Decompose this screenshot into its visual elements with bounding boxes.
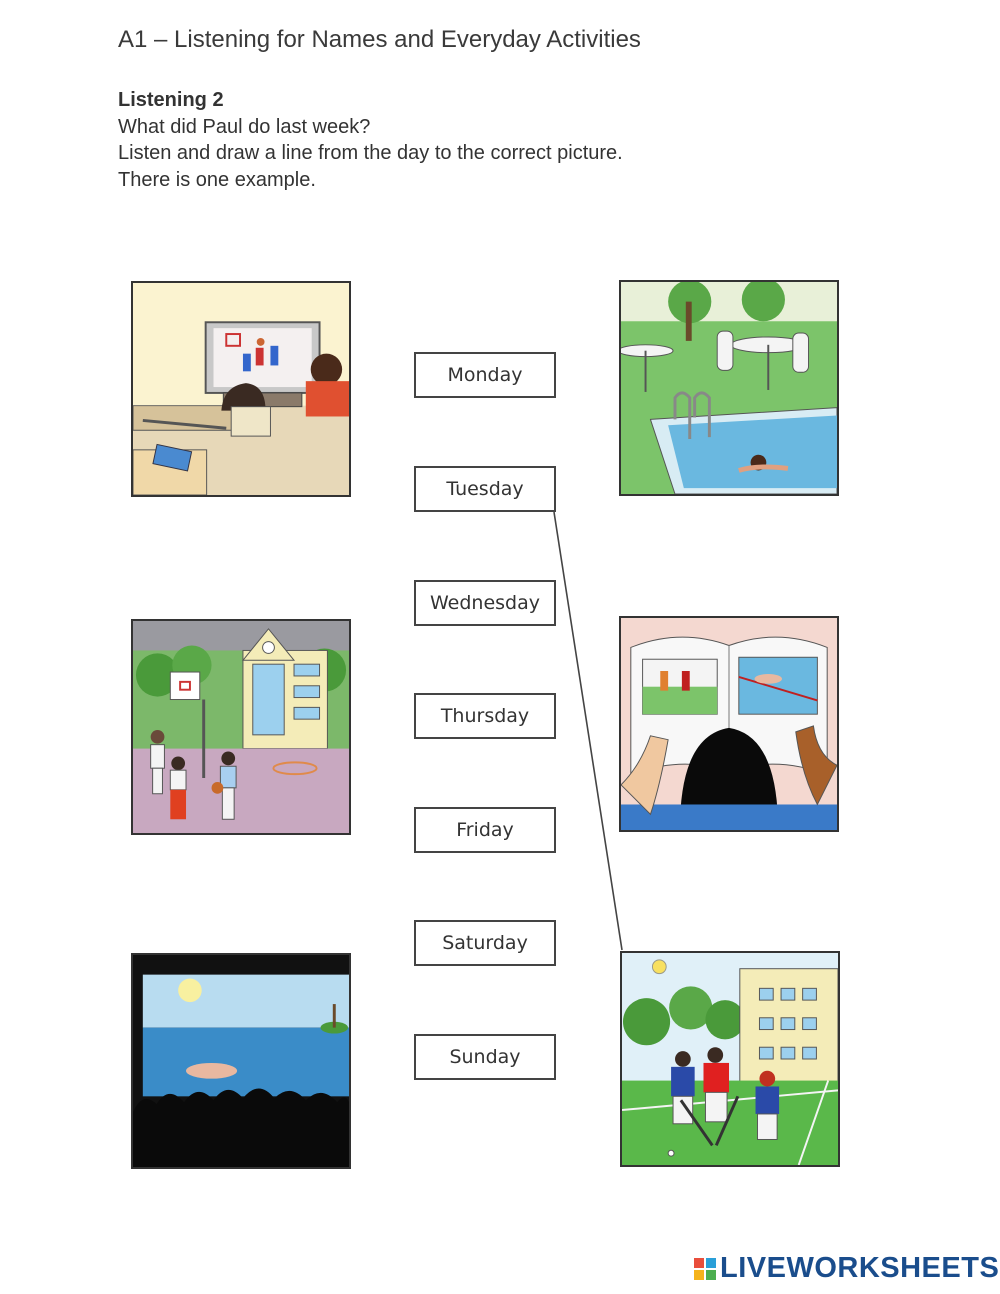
logo-square-yellow	[694, 1270, 704, 1280]
picture-hockey[interactable]	[620, 951, 840, 1167]
logo-square-red	[694, 1258, 704, 1268]
instructions-note: There is one example.	[118, 168, 316, 191]
picture-watching-tv[interactable]	[131, 281, 351, 497]
day-box-monday[interactable]: Monday	[414, 352, 556, 398]
instructions	[118, 87, 623, 193]
logo-square-blue	[706, 1258, 716, 1268]
instructions-heading: Listening 2	[118, 89, 224, 111]
logo-text: LIVEWORKSHEETS	[720, 1252, 1000, 1284]
watching-tv-illustration	[133, 283, 349, 495]
picture-reading-book[interactable]	[619, 616, 839, 832]
page-title: A1 – Listening for Names and Everyday Activities	[118, 26, 641, 53]
example-line	[554, 512, 622, 950]
picture-swimming[interactable]	[619, 280, 839, 496]
logo-squares-icon	[694, 1258, 716, 1280]
cinema-illustration	[133, 955, 349, 1167]
day-box-thursday[interactable]: Thursday	[414, 693, 556, 739]
swimming-illustration	[621, 282, 837, 494]
liveworksheets-logo[interactable]	[694, 1252, 999, 1285]
logo-square-green	[706, 1270, 716, 1280]
day-box-wednesday[interactable]: Wednesday	[414, 580, 556, 626]
picture-basketball-school[interactable]	[131, 619, 351, 835]
day-box-friday[interactable]: Friday	[414, 807, 556, 853]
reading-book-illustration	[621, 618, 837, 830]
instructions-task: Listen and draw a line from the day to the correct picture.	[118, 142, 623, 164]
day-box-tuesday[interactable]: Tuesday	[414, 466, 556, 512]
day-box-sunday[interactable]: Sunday	[414, 1034, 556, 1080]
picture-cinema[interactable]	[131, 953, 351, 1169]
hockey-illustration	[622, 953, 838, 1165]
basketball-school-illustration	[133, 621, 349, 833]
instructions-question: What did Paul do last week?	[118, 115, 371, 138]
day-box-saturday[interactable]: Saturday	[414, 920, 556, 966]
